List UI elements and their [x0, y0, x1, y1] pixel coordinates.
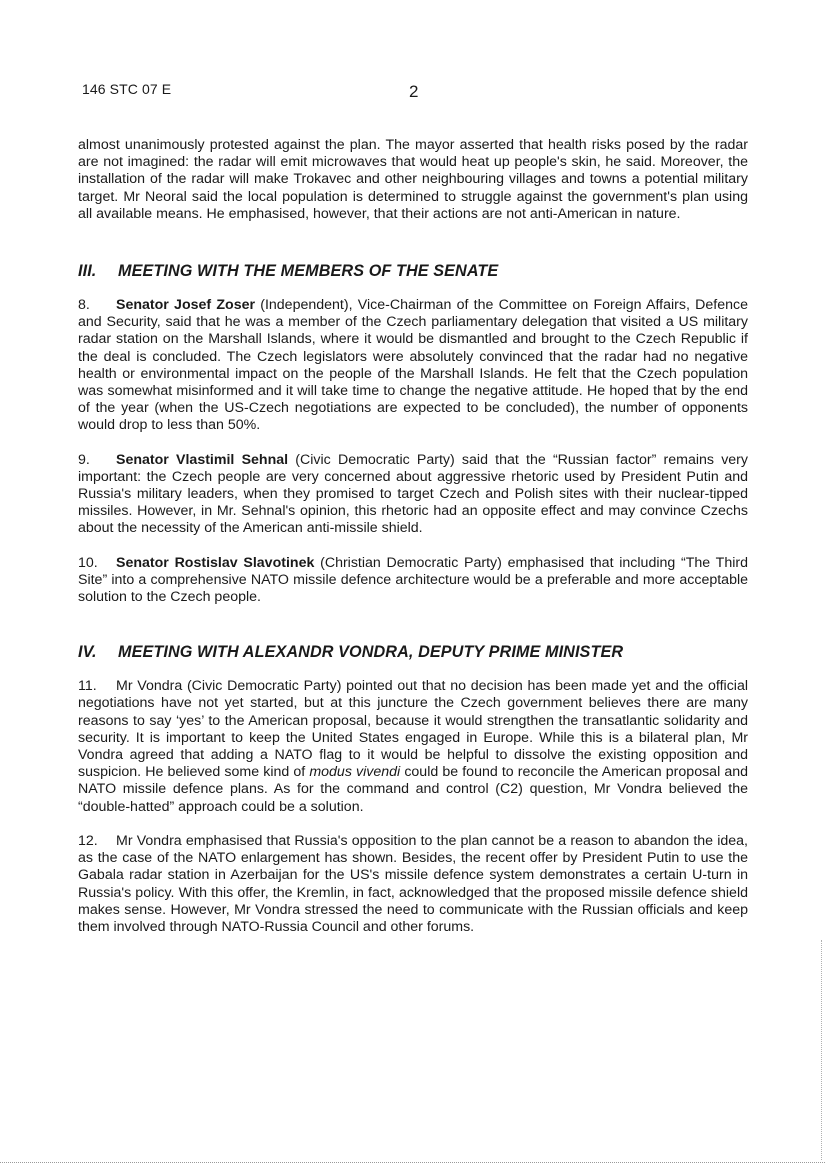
section-title: MEETING WITH THE MEMBERS OF THE SENATE: [118, 262, 499, 281]
speaker-name: Senator Vlastimil Sehnal: [116, 451, 289, 468]
paragraph-text: (Civic Democratic Party) said that the “Russian factor” remains very important: the Czech people are very concerned about aggressive rhetoric used by President Putin and Russia's military leaders, when they promised to target Czech and Polish sites with their nuclear-tipped missiles. However, in Mr. Sehnal's opinion, this rhetoric had an opposite effect and may convince Czechs about the necessity of the American anti-missile shield.: [78, 451, 748, 537]
section-number: IV.: [78, 643, 97, 662]
paragraph-9: [78, 452, 748, 538]
intro-paragraph: almost unanimously protested against the plan. The mayor asserted that health risks posed by the radar are not imagined: the radar will emit microwaves that would heat up people's skin, he said. Moreover, the installation of the radar will make Trokavec and other neighbouring villages and towns a potential military target. Mr Neoral said the local population is determined to struggle against the government's plan using all available means. He emphasised, however, that their actions are not anti-American in nature.: [78, 137, 748, 222]
paragraph-number: 11.: [78, 678, 97, 695]
paragraph-text: (Independent), Vice-Chairman of the Committee on Foreign Affairs, Defence and Security, said that he was a member of the Czech parliamentary delegation that visited a US military radar station on the Marshall Islands, where it would be dismantled and brought to the Czech Republic if the deal is concluded. The Czech legislators were absolutely convinced that the radar had no negative health or environmental impact on the people of the Marshall Islands. He felt that the Czech population was somewhat misinformed and it will take time to change the negative attitude. He hoped that by the end of the year (when the US-Czech negotiations are expected to be concluded), the number of opponents would drop to less than 50%.: [78, 297, 748, 434]
paragraph-10: [78, 555, 748, 607]
paragraph-12: [78, 833, 748, 936]
paragraph-text: Mr Vondra emphasised that Russia's opposition to the plan cannot be a reason to abandon the idea, as the case of the NATO enlargement has shown. Besides, the recent offer by President Putin to use the Gabala radar station in Azerbaijan for the US's missile defence system demonstrates a certain U-turn in Russia's policy. With this offer, the Kremlin, in fact, acknowledged that the proposed missile defence shield makes sense. However, Mr Vondra stressed the need to communicate with the Russian officials and keep them involved through NATO-Russia Council and other forums.: [78, 832, 748, 935]
paragraph-number: 9.: [78, 451, 90, 468]
paragraph-text-cont: could be found to reconcile the American proposal and NATO missile defence plans. As for the command and control (C2) question, Mr Vondra believed the “double-hatted” approach could be a solution.: [78, 764, 749, 815]
page-number: 2: [409, 82, 419, 101]
speaker-name: Senator Josef Zoser: [116, 297, 255, 314]
paragraph-text: Mr Vondra (Civic Democratic Party) pointed out that no decision has been made yet and the official negotiations have not yet started, but at this juncture the Czech government believes there are many reasons to say ‘yes’ to the American proposal, because it would strengthen the transatlantic solidarity and security. It is important to keep the United States engaged in Europe. While this is a bilateral plan, Mr Vondra agreed that adding a NATO flag to it would be helpful to dissolve the existing opposition and suspicion. He believed some kind of: [78, 678, 748, 781]
section-title: MEETING WITH ALEXANDR VONDRA, DEPUTY PRIME MINISTER: [118, 643, 624, 662]
document-body: [78, 137, 748, 936]
section-heading-4: [78, 642, 748, 662]
section-heading-3: [78, 261, 748, 281]
paragraph-8: [78, 297, 748, 435]
paragraph-number: 10.: [78, 554, 98, 571]
speaker-name: Senator Rostislav Slavotinek: [116, 554, 315, 571]
paragraph-11: [78, 678, 748, 816]
paragraph-number: 12.: [78, 832, 98, 849]
scan-edge-right: [820, 940, 822, 1160]
section-number: III.: [78, 262, 97, 281]
document-reference: 146 STC 07 E: [82, 81, 172, 97]
italic-term: modus vivendi: [309, 764, 401, 781]
scan-edge-bottom: [0, 1161, 825, 1163]
paragraph-number: 8.: [78, 297, 90, 314]
paragraph-text: (Christian Democratic Party) emphasised that including “The Third Site” into a comprehensive NATO missile defence architecture would be a preferable and more acceptable solution to the Czech people.: [78, 554, 748, 606]
